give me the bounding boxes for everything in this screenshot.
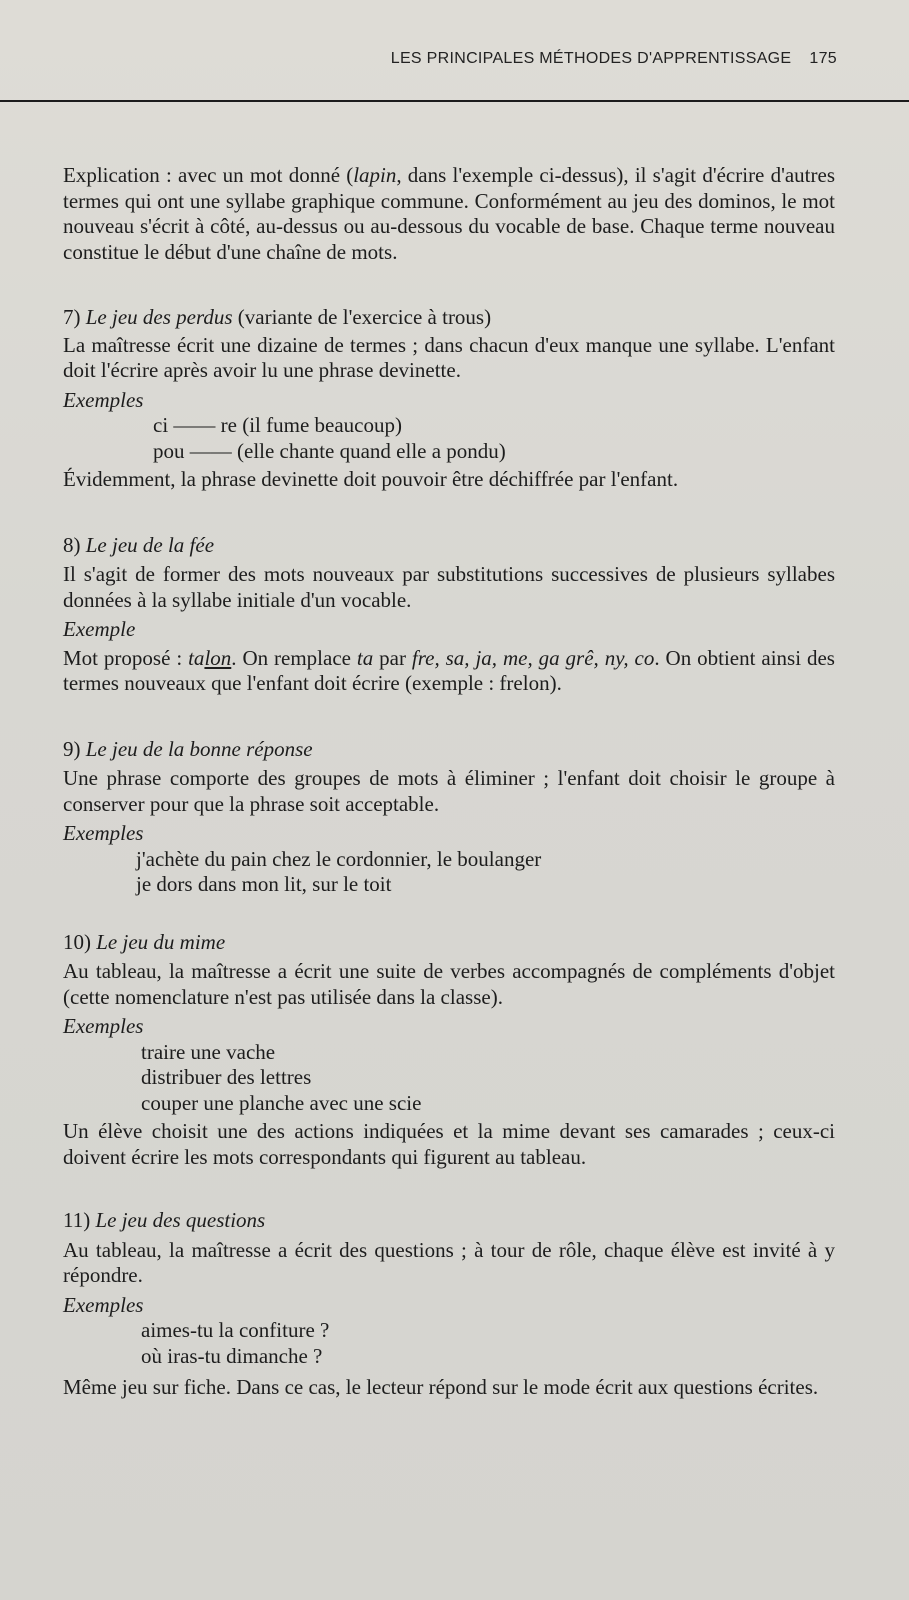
section-7-title: 7) Le jeu des perdus (variante de l'exercice à trous) [63, 305, 492, 329]
section-10-examples-label: Exemples [63, 1014, 144, 1038]
section-11-examples-label: Exemples [63, 1292, 144, 1317]
section-11-text: Au tableau, la maîtresse a écrit des questions ; à tour de rôle, chaque élève est invité à y répondre. [63, 1237, 835, 1287]
section-10-text: Au tableau, la maîtresse a écrit une suite de verbes accompagnés de compléments d'objet (cette nomenclature n'est pas utilisée dans la classe). [63, 959, 835, 1009]
section-10-example: distribuer des lettres [141, 1065, 312, 1089]
section-11-example: aimes-tu la confiture ? [141, 1318, 330, 1342]
section-7-after: Évidemment, la phrase devinette doit pouvoir être déchiffrée par l'enfant. [63, 467, 679, 491]
page-number: 175 [809, 50, 837, 67]
section-9-example: je dors dans mon lit, sur le toit [136, 872, 392, 896]
intro-paragraph: Explication : avec un mot donné (lapin, dans l'exemple ci-dessus), il s'agit d'écrire d'autres termes qui ont une syllabe graphique commune. Conformément au jeu des dominos, le mot nouveau s'écrit à côté, au-dessus ou au-dessous du vocable de base. Chaque terme nouveau constitue le début d'une chaîne de mots. [63, 163, 835, 264]
running-header [391, 50, 837, 68]
section-9-example: j'achète du pain chez le cordonnier, le boulanger [136, 846, 542, 871]
section-9-title: 9) Le jeu de la bonne réponse [63, 736, 313, 761]
section-11-title: 11) Le jeu des questions [63, 1208, 266, 1232]
header-rule [0, 100, 909, 102]
page-body [63, 163, 835, 1401]
section-7-examples-label: Exemples [63, 387, 144, 412]
section-7-example: pou —— (elle chante quand elle a pondu) [153, 438, 506, 463]
section-10-example: couper une planche avec une scie [141, 1090, 422, 1115]
section-10-example: traire une vache [141, 1039, 276, 1064]
section-11-after: Même jeu sur fiche. Dans ce cas, le lecteur répond sur le mode écrit aux questions écrites. [63, 1375, 819, 1399]
section-9-text: Une phrase comporte des groupes de mots à éliminer ; l'enfant doit choisir le groupe à conserver pour que la phrase soit acceptable. [63, 766, 835, 816]
section-7-text: La maîtresse écrit une dizaine de termes ; dans chacun d'eux manque une syllabe. L'enfant doit l'écrire après avoir lu une phrase devinette. [63, 332, 835, 382]
section-10-after: Un élève choisit une des actions indiquées et la mime devant ses camarades ; ceux-ci doivent écrire les mots correspondants qui figurent au tableau. [63, 1119, 835, 1169]
section-8-example-text: Mot proposé : talon. On remplace ta par fre, sa, ja, me, ga grê, ny, co. On obtient ainsi des termes nouveaux que l'enfant doit écrire (exemple : frelon). [63, 645, 835, 695]
section-8-title: 8) Le jeu de la fée [63, 532, 215, 557]
section-8-example-label: Exemple [63, 617, 136, 641]
section-8-text: Il s'agit de former des mots nouveaux par substitutions successives de plusieurs syllabes données à la syllabe initiale d'un vocable. [63, 562, 835, 612]
section-11-example: où iras-tu dimanche ? [141, 1343, 323, 1368]
running-title: LES PRINCIPALES MÉTHODES D'APPRENTISSAGE [390, 50, 792, 67]
section-9-examples-label: Exemples [63, 821, 144, 845]
section-10-title: 10) Le jeu du mime [63, 929, 226, 954]
section-7-example: ci —— re (il fume beaucoup) [153, 413, 402, 437]
